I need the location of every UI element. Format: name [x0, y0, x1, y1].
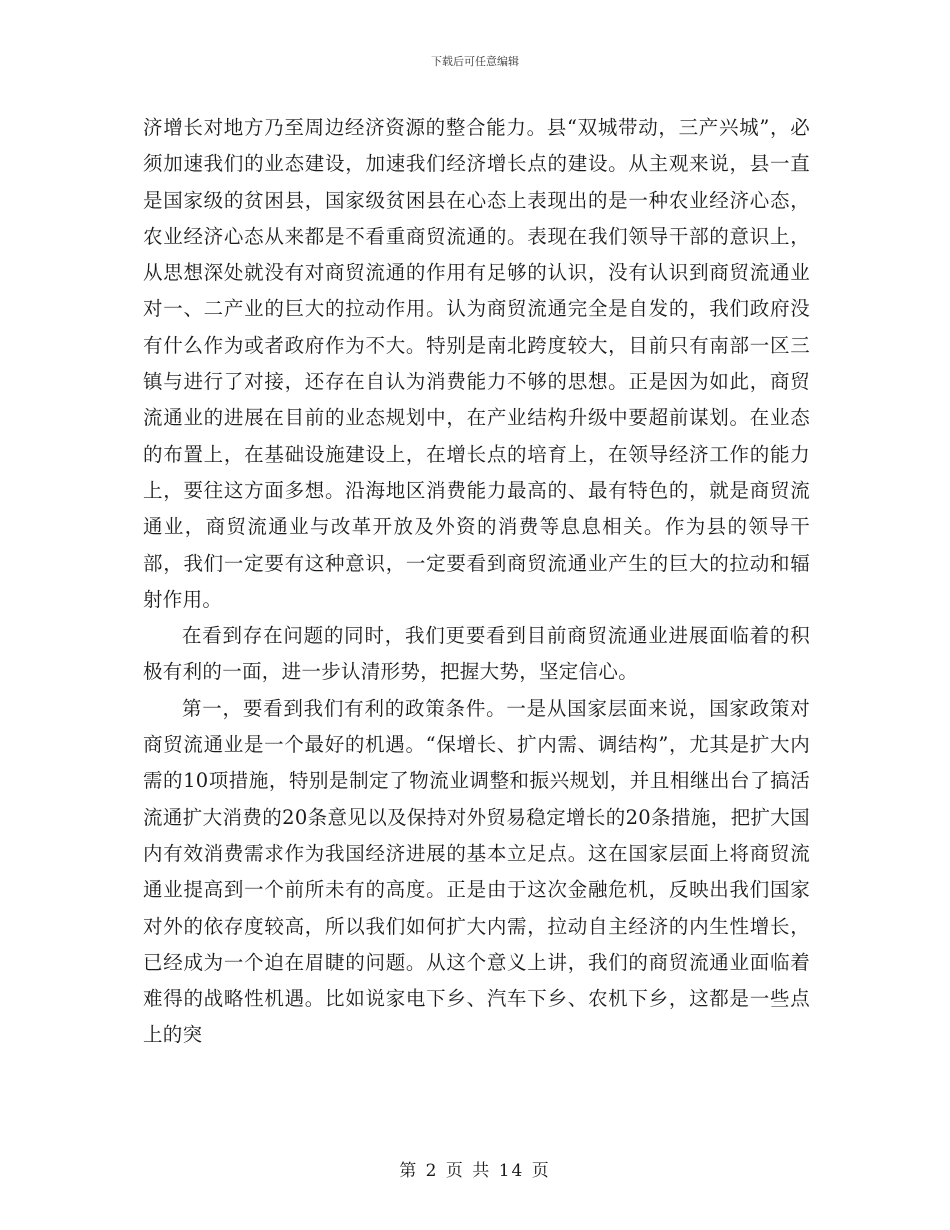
document-body	[143, 110, 810, 1054]
paragraph-policy-conditions: 第一，要看到我们有利的政策条件。一是从国家层面来说，国家政策对商贸流通业是一个最好的机遇。“保增长、扩内需、调结构”，尤其是扩大内需的10项措施，特别是制定了物流业调整和振兴规划，并且相继出台了搞活流通扩大消费的20条意见以及保持对外贸易稳定增长的20条措施，把扩大国内有效消费需求作为我国经济进展的基本立足点。这在国家层面上将商贸流通业提高到一个前所未有的高度。正是由于这次金融危机，反映出我们国家对外的依存度较高，所以我们如何扩大内需，拉动自主经济的内生性增长，已经成为一个迫在眉睫的问题。从这个意义上讲，我们的商贸流通业面临着难得的战略性机遇。比如说家电下乡、汽车下乡、农机下乡，这都是一些点上的突	[143, 696, 810, 1047]
page-number: 第 2 页 共 14 页	[399, 1161, 551, 1181]
page-header-note: 下载后可任意编辑	[431, 55, 519, 68]
paragraph-problems-and-opportunities: 在看到存在问题的同时，我们更要看到目前商贸流通业进展面临着的积极有利的一面，进一步认清形势，把握大势，坚定信心。	[143, 624, 810, 684]
paragraph-continuation: 济增长对地方乃至周边经济资源的整合能力。县“双城带动，三产兴城”，必须加速我们的业态建设，加速我们经济增长点的建设。从主观来说，县一直是国家级的贫困县，国家级贫困县在心态上表现出的是一种农业经济心态，农业经济心态从来都是不看重商贸流通的。表现在我们领导干部的意识上，从思想深处就没有对商贸流通的作用有足够的认识，没有认识到商贸流通业对一、二产业的巨大的拉动作用。认为商贸流通完全是自发的，我们政府没有什么作为或者政府作为不大。特别是南北跨度较大，目前只有南部一区三镇与进行了对接，还存在自认为消费能力不够的思想。正是因为如此，商贸流通业的进展在目前的业态规划中，在产业结构升级中要超前谋划。在业态的布置上，在基础设施建设上，在增长点的培育上，在领导经济工作的能力上，要往这方面多想。沿海地区消费能力最高的、最有特色的，就是商贸流通业，商贸流通业与改革开放及外资的消费等息息相关。作为县的领导干部，我们一定要有这种意识，一定要看到商贸流通业产生的巨大的拉动和辐射作用。	[143, 116, 810, 611]
